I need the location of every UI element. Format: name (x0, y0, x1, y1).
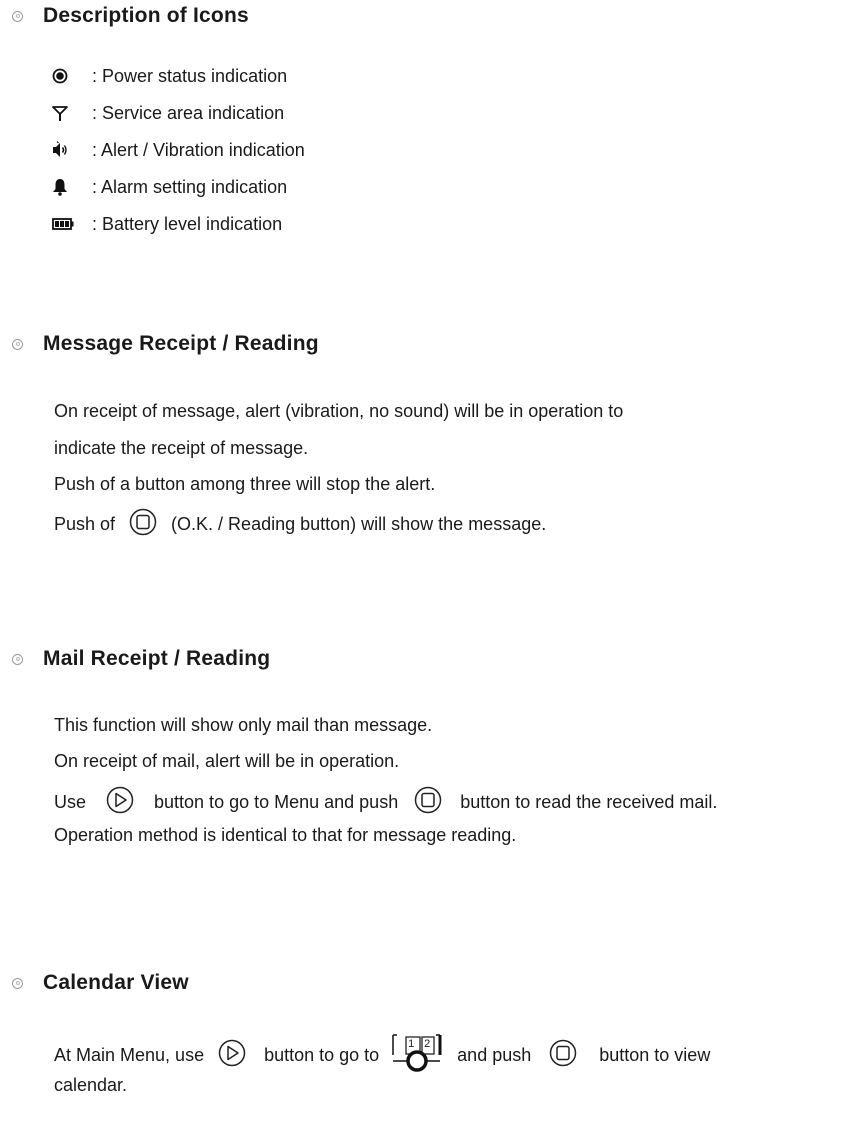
message-line: Push of a button among three will stop the alert. (54, 474, 436, 494)
icon-item-label: : Service area indication (92, 102, 285, 123)
mail-line-text: button to go to Menu and push (154, 792, 399, 812)
icon-item-power (52, 65, 287, 87)
next-button-icon (106, 786, 134, 819)
section-mail-header (12, 647, 270, 671)
ok-button-icon (549, 1039, 577, 1072)
ok-button-icon (414, 786, 442, 819)
next-button-icon (218, 1039, 246, 1072)
message-line (54, 508, 546, 541)
section-calendar-header (12, 971, 189, 995)
section-icons-header (12, 4, 249, 28)
calendar-icon (391, 1037, 445, 1073)
mail-line: Operation method is identical to that for message reading. (54, 825, 517, 845)
bell-icon (52, 176, 78, 198)
calendar-icon-number: 1 (408, 1038, 415, 1050)
ok-button-icon (129, 508, 157, 541)
message-line: indicate the receipt of message. (54, 438, 309, 458)
calendar-line-text: button to view (599, 1044, 711, 1065)
calendar-icon-number: 2 (424, 1038, 431, 1050)
section-message-header (12, 332, 319, 356)
calendar-line-text: At Main Menu, use (54, 1044, 205, 1065)
message-line: On receipt of message, alert (vibration, no sound) will be in operation to (54, 401, 624, 421)
section-heading: Mail Receipt / Reading (43, 647, 271, 670)
bullet-icon (12, 339, 23, 350)
mail-line: This function will show only mail than message. (54, 715, 433, 735)
section-heading: Message Receipt / Reading (43, 332, 319, 355)
power-status-icon (52, 65, 78, 87)
icon-item-alarm (52, 176, 287, 198)
icon-item-service (52, 102, 284, 124)
speaker-icon (52, 139, 78, 161)
icon-item-battery (52, 213, 282, 235)
icon-item-label: : Power status indication (92, 65, 288, 86)
antenna-icon (52, 102, 78, 124)
mail-line-text: button to read the received mail. (460, 792, 718, 812)
message-line-text: (O.K. / Reading button) will show the message. (171, 514, 547, 534)
icon-item-label: : Battery level indication (92, 213, 283, 234)
bullet-icon (12, 654, 23, 665)
icon-item-label: : Alert / Vibration indication (92, 139, 305, 160)
calendar-line-text: and push (457, 1044, 532, 1065)
battery-icon (52, 213, 78, 235)
section-heading: Calendar View (43, 971, 189, 994)
bullet-icon (12, 978, 23, 989)
section-heading: Description of Icons (43, 4, 249, 27)
icon-item-label: : Alarm setting indication (92, 176, 288, 197)
calendar-line: calendar. (54, 1075, 128, 1095)
bullet-icon (12, 11, 23, 22)
calendar-line-text: button to go to (264, 1044, 380, 1065)
mail-line-text: Use (54, 792, 87, 812)
message-line-text: Push of (54, 514, 116, 534)
calendar-line (54, 1037, 710, 1073)
icon-item-alert (52, 139, 305, 161)
mail-line (54, 786, 717, 819)
mail-line: On receipt of mail, alert will be in operation. (54, 751, 400, 771)
